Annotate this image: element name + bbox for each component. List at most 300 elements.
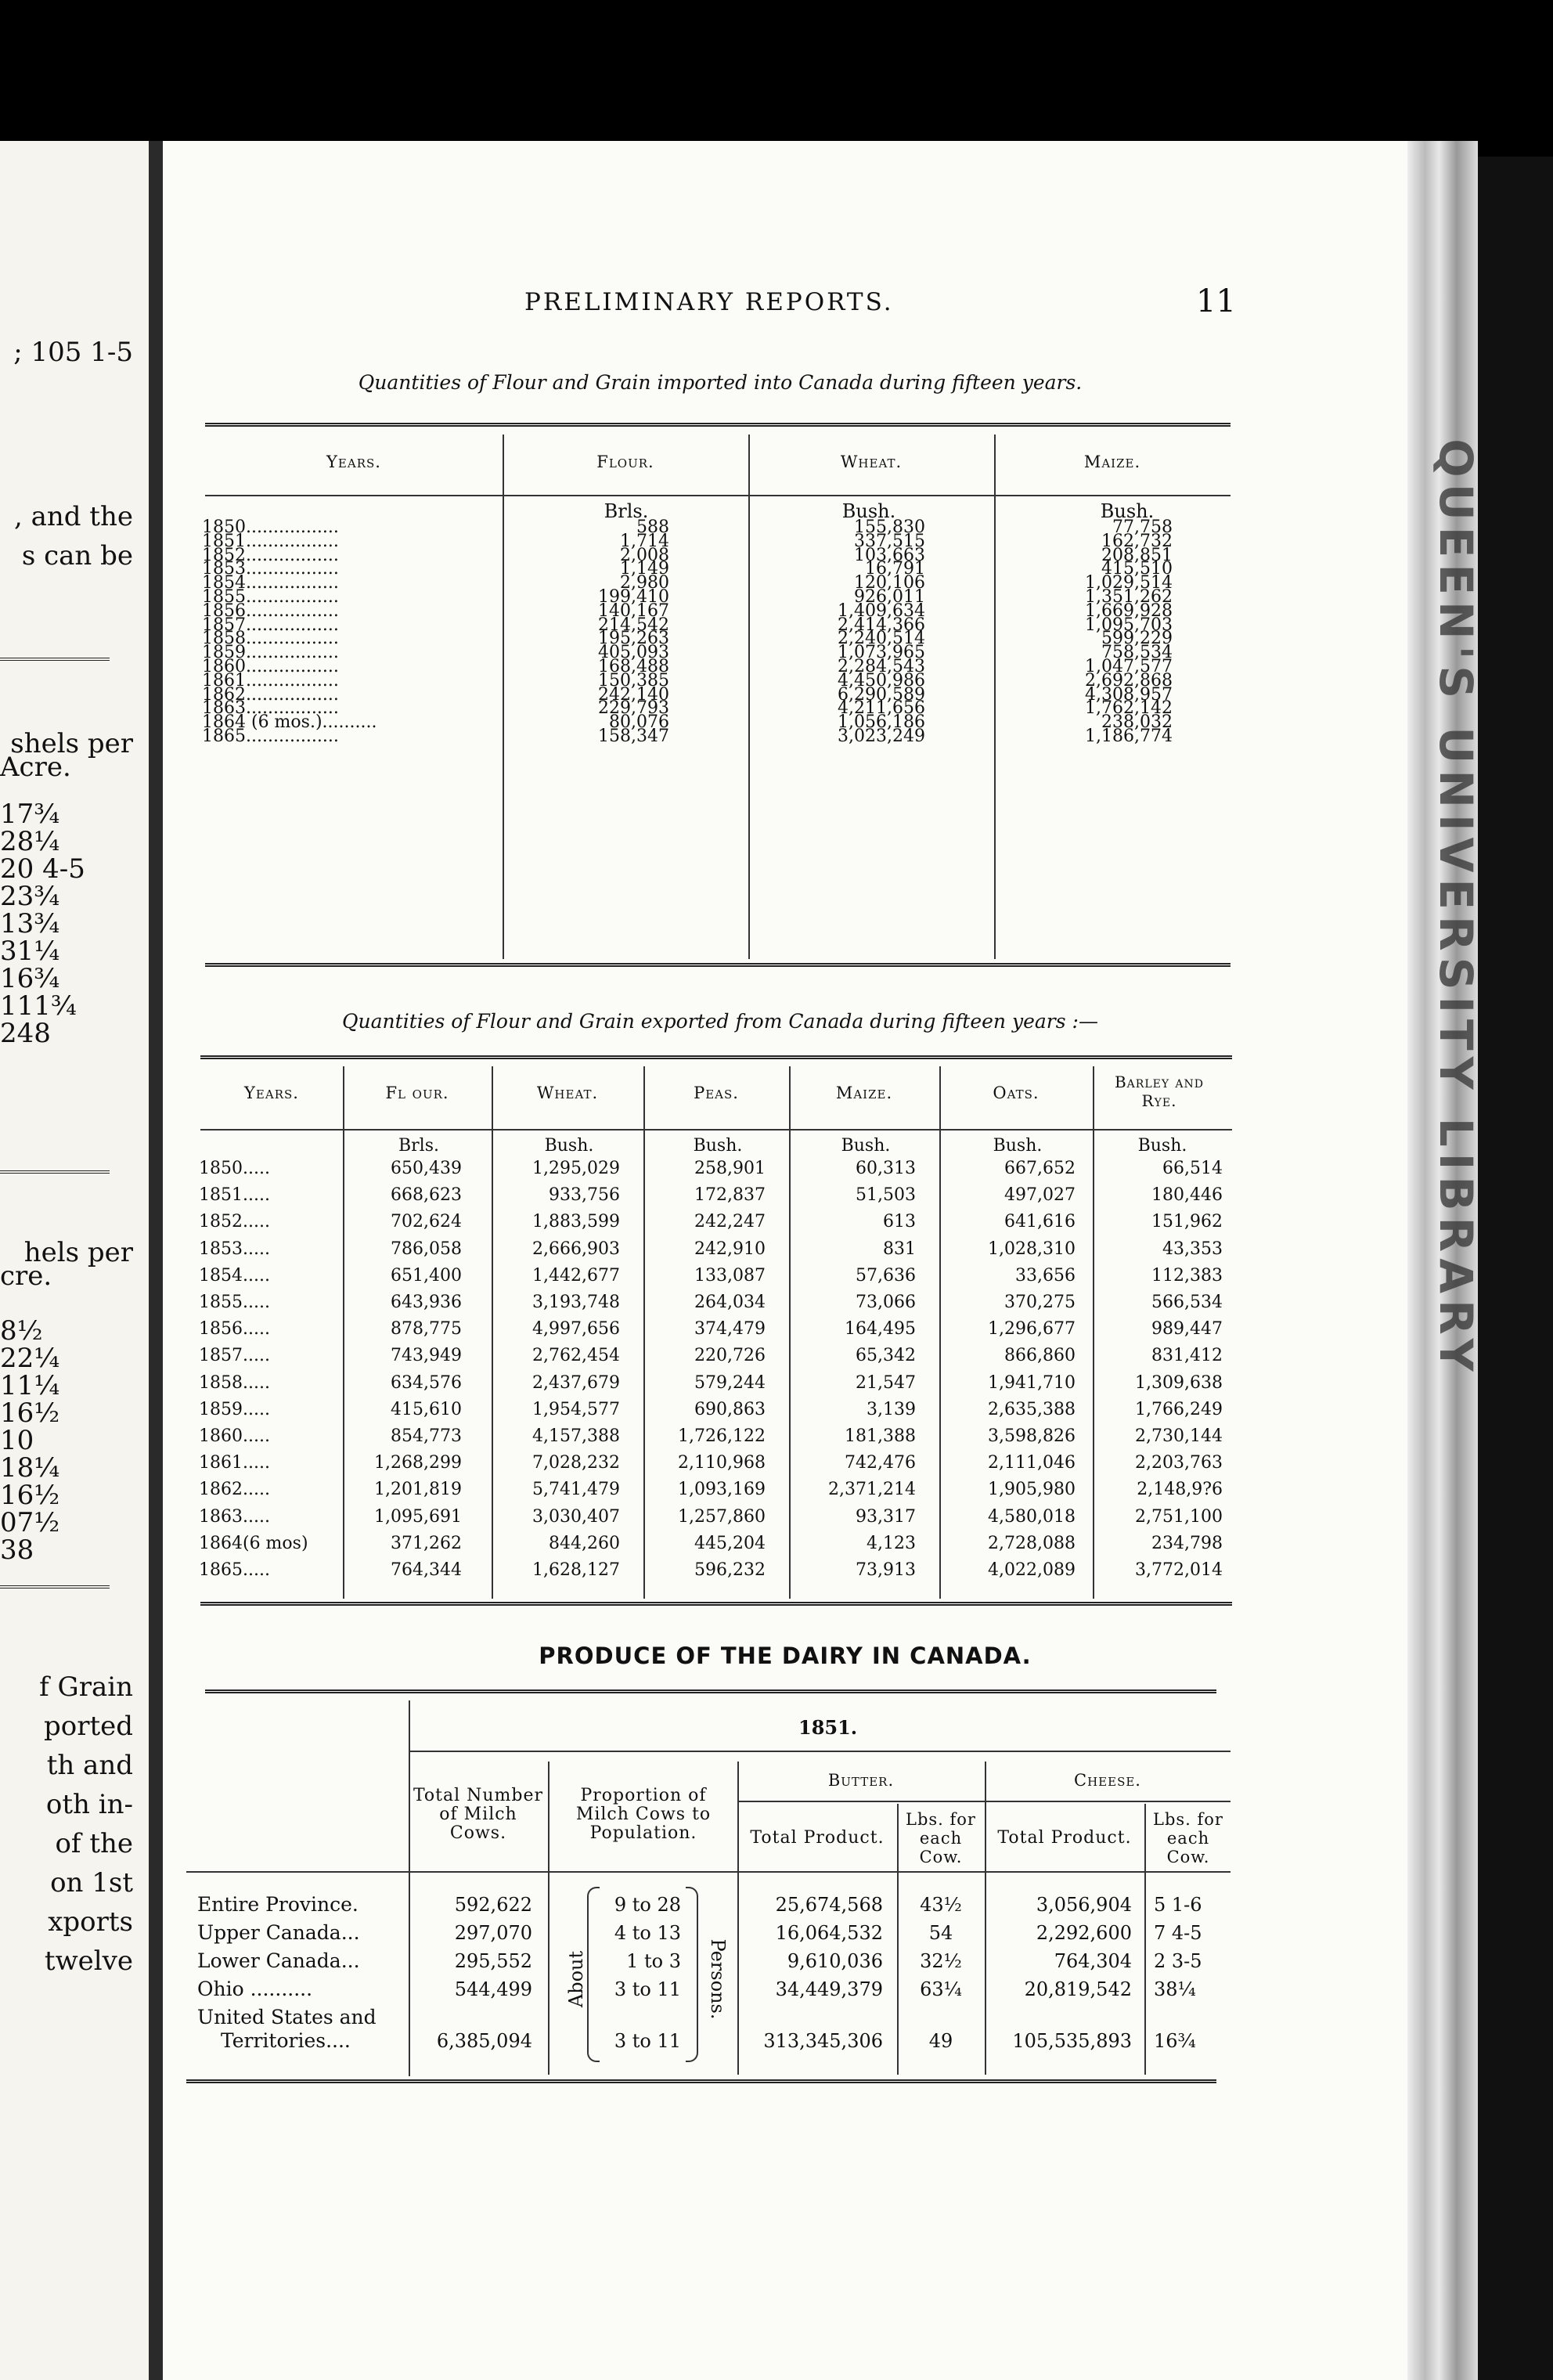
imports-bottom-rule — [205, 963, 1231, 967]
exports-maize: 181,388 — [845, 1426, 916, 1446]
imports-unit-maize: Bush. — [1100, 500, 1155, 522]
dairy-butter-each: 49 — [928, 2030, 953, 2052]
exports-flour: 702,624 — [391, 1212, 462, 1232]
exports-peas: 1,257,860 — [678, 1506, 766, 1527]
imports-col-divider — [503, 435, 504, 959]
dairy-proportion: 3 to 11 — [614, 1978, 681, 2000]
exports-year-label: 1852 — [199, 1212, 243, 1232]
imports-header-flour: Flour. — [596, 453, 654, 471]
exports-wheat: 3,193,748 — [532, 1293, 620, 1312]
dot-leader: ................. — [246, 517, 339, 537]
exports-wheat: 7,028,232 — [532, 1453, 620, 1473]
dairy-cheese-total: 764,304 — [1054, 1950, 1132, 1972]
previous-page-line: 248 — [0, 1018, 51, 1049]
dairy-butter-total: 313,345,306 — [763, 2030, 883, 2052]
exports-flour: 878,775 — [391, 1319, 462, 1340]
imports-maize: 1,762,142 — [1085, 698, 1173, 719]
imports-flour: 150,385 — [598, 670, 669, 691]
dairy-col-divider — [1144, 1804, 1146, 2075]
dairy-butter-each: 54 — [928, 1922, 953, 1944]
exports-flour: 643,936 — [391, 1293, 462, 1312]
imports-wheat: 4,450,986 — [838, 670, 925, 691]
imports-wheat: 120,106 — [854, 573, 925, 593]
exports-year-label: 1863 — [199, 1506, 243, 1527]
previous-page-line: shels per — [10, 728, 133, 759]
dairy-cheese-total: 105,535,893 — [1012, 2030, 1132, 2052]
dairy-proportion: 1 to 3 — [626, 1950, 681, 1972]
exports-top-rule — [200, 1055, 1232, 1059]
imports-maize: 599,229 — [1101, 629, 1173, 649]
exports-maize: 742,476 — [845, 1453, 916, 1473]
imports-flour: 214,542 — [598, 615, 669, 635]
dot-leader: ..... — [243, 1265, 270, 1286]
previous-page-line: 10 — [0, 1425, 34, 1456]
exports-oats: 370,275 — [1004, 1293, 1076, 1312]
dairy-header-proportion: Proportion of Milch Cows to Population. — [575, 1786, 712, 1843]
dairy-header-cheese-total: Total Product. — [997, 1828, 1132, 1848]
exports-barley-rye: 234,798 — [1151, 1533, 1223, 1553]
exports-year-label: 1865 — [199, 1560, 243, 1580]
exports-flour: 371,262 — [391, 1533, 462, 1553]
imports-year-label: 1854 — [202, 573, 246, 593]
exports-peas: 242,247 — [694, 1212, 766, 1232]
previous-page-line: 18¼ — [0, 1452, 60, 1484]
exports-maize: 65,342 — [856, 1346, 916, 1366]
previous-page-line: 20 4-5 — [0, 853, 85, 885]
exports-year — [199, 1289, 270, 1316]
imports-wheat: 926,011 — [854, 587, 925, 607]
exports-maize: 73,913 — [856, 1560, 916, 1580]
exports-oats: 4,022,089 — [988, 1560, 1076, 1580]
dairy-header-cheese-each: Lbs. for each Cow. — [1153, 1810, 1223, 1866]
dairy-region: Upper Canada... — [197, 1921, 360, 1944]
dot-leader: .......... — [322, 712, 377, 733]
previous-page-line: 07½ — [0, 1507, 60, 1538]
imports-wheat: 2,240,514 — [838, 629, 925, 649]
imports-wheat: 16,791 — [865, 559, 925, 579]
imports-flour: 229,793 — [598, 698, 669, 719]
dairy-cows: 297,070 — [454, 1922, 532, 1944]
exports-maize: 3,139 — [867, 1399, 916, 1419]
exports-wheat: 2,762,454 — [532, 1346, 620, 1366]
previous-page-line: of the — [55, 1828, 133, 1859]
dot-leader: ..... — [243, 1319, 270, 1340]
previous-page-line: twelve — [44, 1945, 133, 1977]
imports-maize: 208,851 — [1101, 545, 1173, 565]
previous-page-line: , and the — [13, 501, 133, 532]
exports-maize: 57,636 — [856, 1265, 916, 1286]
exports-peas: 1,093,169 — [678, 1480, 766, 1500]
exports-wheat: 844,260 — [549, 1533, 620, 1553]
exports-year — [199, 1209, 270, 1235]
imports-flour: 588 — [636, 517, 669, 537]
exports-year-label: 1857 — [199, 1346, 243, 1366]
exports-barley-rye: 1,309,638 — [1135, 1372, 1223, 1393]
previous-page-line: oth in- — [45, 1789, 133, 1820]
imports-wheat: 155,830 — [854, 517, 925, 537]
exports-year — [199, 1156, 270, 1182]
exports-wheat: 1,883,599 — [532, 1212, 620, 1232]
exports-unit: Brls. — [398, 1136, 439, 1156]
imports-maize: 238,032 — [1101, 712, 1173, 733]
imports-year-label: 1850 — [202, 517, 246, 537]
dairy-bottom-rule — [186, 2079, 1216, 2083]
dot-leader: ................. — [246, 727, 339, 746]
previous-page-rule — [0, 658, 110, 661]
imports-col-divider — [748, 435, 750, 959]
imports-wheat: 103,663 — [854, 545, 925, 565]
exports-peas: 172,837 — [694, 1185, 766, 1206]
imports-flour: 1,149 — [620, 559, 669, 579]
imports-maize: 162,732 — [1101, 531, 1173, 551]
previous-page-line: 38 — [0, 1534, 34, 1566]
imports-maize: 1,029,514 — [1085, 573, 1173, 593]
exports-flour: 854,773 — [391, 1426, 462, 1446]
exports-year-label: 1860 — [199, 1426, 243, 1446]
previous-page-line: 31¼ — [0, 936, 60, 967]
dairy-cheese-total: 2,292,600 — [1036, 1922, 1132, 1944]
exports-barley-rye: 566,534 — [1151, 1293, 1223, 1312]
imports-flour: 199,410 — [598, 587, 669, 607]
exports-wheat: 2,666,903 — [532, 1239, 620, 1259]
previous-page-line: 13¾ — [0, 908, 60, 939]
exports-barley-rye: 2,203,763 — [1135, 1453, 1223, 1473]
imports-year-label: 1859 — [202, 643, 246, 663]
exports-year-label: 1859 — [199, 1399, 243, 1419]
exports-peas: 264,034 — [694, 1293, 766, 1312]
exports-maize: 60,313 — [856, 1159, 916, 1178]
imports-top-rule — [205, 423, 1231, 427]
exports-oats: 1,296,677 — [988, 1319, 1076, 1340]
exports-flour: 1,095,691 — [374, 1506, 462, 1527]
previous-page-line: 16½ — [0, 1397, 60, 1429]
exports-flour: 786,058 — [391, 1239, 462, 1259]
imports-flour: 158,347 — [598, 727, 669, 746]
dairy-col-divider — [985, 1762, 986, 2075]
previous-page-line: ported — [43, 1711, 133, 1742]
exports-year — [199, 1397, 270, 1423]
exports-oats: 3,598,826 — [988, 1426, 1076, 1446]
dairy-cheese-total: 20,819,542 — [1024, 1978, 1132, 2000]
dairy-cows: 544,499 — [454, 1978, 532, 2000]
imports-maize: 1,669,928 — [1085, 600, 1173, 621]
dairy-year-rule — [409, 1751, 1231, 1752]
exports-wheat: 1,954,577 — [532, 1399, 620, 1419]
imports-unit-wheat: Bush. — [841, 500, 896, 522]
dairy-about-label: About — [565, 1950, 587, 2008]
exports-oats: 641,616 — [1004, 1212, 1076, 1232]
imports-year — [202, 729, 339, 745]
previous-page-line: 111¾ — [0, 990, 77, 1022]
dot-leader: ................. — [246, 657, 339, 676]
exports-oats: 2,111,046 — [988, 1453, 1076, 1473]
previous-page-line: f Grain — [39, 1671, 133, 1703]
imports-year-label: 1865 — [202, 727, 246, 746]
dairy-cheese-each: 16¾ — [1154, 2030, 1196, 2052]
dot-leader: ................. — [246, 670, 339, 691]
dairy-butter-total: 25,674,568 — [775, 1894, 883, 1916]
previous-page-line: 22¼ — [0, 1343, 60, 1374]
exports-wheat: 1,442,677 — [532, 1265, 620, 1286]
imports-year-label: 1853 — [202, 559, 246, 579]
exports-flour: 668,623 — [391, 1185, 462, 1206]
exports-wheat: 1,628,127 — [532, 1560, 620, 1580]
imports-year-label: 1858 — [202, 629, 246, 649]
exports-year-label: 1858 — [199, 1372, 243, 1393]
exports-maize: 21,547 — [856, 1372, 916, 1393]
imports-year-label: 1863 — [202, 698, 246, 719]
dot-leader: ..... — [243, 1239, 270, 1259]
previous-page-line: xports — [48, 1906, 133, 1938]
imports-flour: 168,488 — [598, 657, 669, 676]
exports-maize: 93,317 — [856, 1506, 916, 1527]
imports-wheat: 1,073,965 — [838, 643, 925, 663]
previous-page-line: 28¼ — [0, 826, 60, 857]
exports-barley-rye: 1,766,249 — [1135, 1399, 1223, 1419]
imports-wheat: 6,290,589 — [838, 684, 925, 705]
exports-barley-rye: 989,447 — [1151, 1319, 1223, 1340]
exports-barley-rye: 2,751,100 — [1135, 1506, 1223, 1527]
dairy-butter-each: 43½ — [920, 1894, 962, 1916]
imports-maize: 1,351,262 — [1085, 587, 1173, 607]
dairy-region: Lower Canada... — [197, 1949, 360, 1972]
dot-leader: ..... — [243, 1212, 270, 1232]
imports-flour: 1,714 — [620, 531, 669, 551]
exports-caption: Quantities of Flour and Grain exported from Canada during fifteen years :— — [342, 1010, 1098, 1033]
exports-wheat: 3,030,407 — [532, 1506, 620, 1527]
imports-year-label: 1860 — [202, 657, 246, 676]
imports-wheat: 4,211,656 — [838, 698, 925, 719]
exports-barley-rye: 831,412 — [1151, 1346, 1223, 1366]
book-gutter — [149, 141, 163, 2380]
exports-year — [199, 1423, 270, 1450]
dairy-year: 1851. — [798, 1716, 858, 1739]
imports-maize: 1,095,703 — [1085, 615, 1173, 635]
exports-header-wheat: Wheat. — [536, 1084, 599, 1102]
exports-year — [199, 1504, 270, 1531]
exports-flour: 651,400 — [391, 1265, 462, 1286]
exports-year-label: 1851 — [199, 1185, 243, 1206]
exports-year-label: 1853 — [199, 1239, 243, 1259]
exports-maize: 73,066 — [856, 1293, 916, 1312]
dot-leader: ................. — [246, 545, 339, 565]
imports-year-label: 1864 (6 mos.) — [202, 712, 322, 733]
imports-flour: 2,980 — [620, 573, 669, 593]
imports-flour: 195,263 — [598, 629, 669, 649]
exports-barley-rye: 2,148,9?6 — [1137, 1480, 1223, 1500]
exports-maize: 2,371,214 — [828, 1480, 916, 1500]
imports-maize: 415,510 — [1101, 559, 1173, 579]
imports-maize: 1,047,577 — [1085, 657, 1173, 676]
imports-wheat: 1,409,634 — [838, 600, 925, 621]
dairy-header-butter-total: Total Product. — [750, 1828, 885, 1848]
exports-oats: 33,656 — [1015, 1265, 1076, 1286]
previous-page-line: th and — [46, 1750, 133, 1781]
exports-flour: 1,268,299 — [374, 1453, 462, 1473]
exports-wheat: 4,997,656 — [532, 1319, 620, 1340]
dot-leader: ..... — [243, 1480, 270, 1500]
dairy-cheese-each: 2 3-5 — [1154, 1950, 1202, 1972]
previous-page-line: 17¾ — [0, 799, 60, 830]
exports-year-label: 1864(6 mos) — [199, 1533, 308, 1553]
dairy-header-butter: Butter. — [827, 1771, 895, 1790]
previous-page-line: 16½ — [0, 1480, 60, 1511]
exports-peas: 445,204 — [694, 1533, 766, 1553]
dairy-butter-total: 34,449,379 — [775, 1978, 883, 2000]
exports-year-label: 1861 — [199, 1453, 243, 1473]
imports-header-rule — [205, 495, 1231, 496]
dairy-col-divider — [548, 1762, 549, 2075]
exports-peas: 690,863 — [694, 1399, 766, 1419]
exports-wheat: 4,157,388 — [532, 1426, 620, 1446]
exports-maize: 164,495 — [845, 1319, 916, 1340]
dot-leader: ..... — [243, 1453, 270, 1473]
exports-flour: 743,949 — [391, 1346, 462, 1366]
dairy-subheader-rule — [737, 1801, 1231, 1802]
exports-peas: 133,087 — [694, 1265, 766, 1286]
exports-header-barley-rye: Barley and Rye. — [1114, 1073, 1205, 1110]
dot-leader: ................. — [246, 615, 339, 635]
dairy-butter-total: 16,064,532 — [775, 1922, 883, 1944]
exports-unit: Bush. — [993, 1136, 1043, 1156]
imports-flour: 405,093 — [598, 643, 669, 663]
exports-year-label: 1855 — [199, 1293, 243, 1312]
exports-year — [199, 1343, 270, 1369]
exports-header-rule — [200, 1129, 1232, 1130]
dairy-region: Ohio .......... — [197, 1978, 313, 2000]
exports-oats: 1,905,980 — [988, 1480, 1076, 1500]
exports-peas: 2,110,968 — [678, 1453, 766, 1473]
exports-year — [199, 1182, 270, 1209]
previous-page-line: on 1st — [50, 1867, 133, 1899]
imports-maize: 758,534 — [1101, 643, 1173, 663]
dot-leader: ................. — [246, 629, 339, 649]
exports-peas: 242,910 — [694, 1239, 766, 1259]
exports-maize: 51,503 — [856, 1185, 916, 1206]
exports-flour: 1,201,819 — [374, 1480, 462, 1500]
exports-year — [199, 1236, 270, 1263]
imports-header-wheat: Wheat. — [840, 453, 903, 471]
exports-peas: 258,901 — [694, 1159, 766, 1178]
imports-flour: 140,167 — [598, 600, 669, 621]
exports-year-label: 1856 — [199, 1319, 243, 1340]
exports-oats: 667,652 — [1004, 1159, 1076, 1178]
exports-header-peas: Peas. — [694, 1084, 739, 1102]
library-stamp-text: QUEEN'S UNIVERSITY LIBRARY — [1429, 438, 1483, 1378]
previous-page-rule — [0, 1170, 110, 1174]
exports-unit: Bush. — [1137, 1136, 1187, 1156]
exports-peas: 220,726 — [694, 1346, 766, 1366]
imports-year-label: 1861 — [202, 670, 246, 691]
dairy-butter-each: 63¼ — [920, 1978, 962, 2000]
dot-leader: ................. — [246, 684, 339, 705]
dot-leader: ................. — [246, 573, 339, 593]
imports-header-maize: Maize. — [1083, 453, 1141, 471]
imports-wheat: 2,284,543 — [838, 657, 925, 676]
exports-barley-rye: 2,730,144 — [1135, 1426, 1223, 1446]
dairy-proportion: 9 to 28 — [614, 1894, 681, 1916]
imports-year-label: 1855 — [202, 587, 246, 607]
dairy-col-divider — [737, 1762, 739, 2075]
exports-bottom-rule — [200, 1602, 1232, 1606]
imports-flour: 242,140 — [598, 684, 669, 705]
exports-maize: 613 — [883, 1212, 916, 1232]
previous-page-line: hels per — [23, 1237, 133, 1268]
exports-oats: 1,941,710 — [988, 1372, 1076, 1393]
dairy-region: Territories.... — [221, 2029, 351, 2052]
exports-barley-rye: 151,962 — [1151, 1212, 1223, 1232]
exports-year — [199, 1316, 270, 1343]
dairy-cheese-each: 38¼ — [1154, 1978, 1196, 2000]
exports-unit: Bush. — [693, 1136, 743, 1156]
imports-header-years: Years. — [326, 453, 381, 471]
exports-unit: Bush. — [544, 1136, 594, 1156]
dot-leader: ................. — [246, 559, 339, 579]
exports-year — [199, 1450, 270, 1477]
exports-oats: 2,728,088 — [988, 1533, 1076, 1553]
dot-leader: ..... — [243, 1426, 270, 1446]
exports-oats: 4,580,018 — [988, 1506, 1076, 1527]
previous-page-rule — [0, 1585, 110, 1588]
imports-year-label: 1862 — [202, 684, 246, 705]
dairy-butter-each: 32½ — [920, 1950, 962, 1972]
dot-leader: ..... — [243, 1506, 270, 1527]
dairy-header-cheese: Cheese. — [1074, 1771, 1141, 1790]
dairy-region: United States and — [197, 2006, 377, 2028]
exports-year-label: 1854 — [199, 1265, 243, 1286]
imports-maize: 4,308,957 — [1085, 684, 1173, 705]
dairy-cheese-each: 5 1-6 — [1154, 1894, 1202, 1916]
dot-leader: ................. — [246, 600, 339, 621]
exports-header-years: Years. — [244, 1084, 299, 1102]
imports-maize: 2,692,868 — [1085, 670, 1173, 691]
exports-year — [199, 1370, 270, 1397]
imports-year-label: 1856 — [202, 600, 246, 621]
proportion-right-brace — [686, 1887, 698, 2062]
exports-barley-rye: 66,514 — [1162, 1159, 1223, 1178]
dot-leader: ..... — [243, 1399, 270, 1419]
exports-barley-rye: 3,772,014 — [1135, 1560, 1223, 1580]
dairy-stub-divider — [409, 1700, 410, 2076]
page-number: 11 — [1196, 283, 1236, 319]
exports-barley-rye: 180,446 — [1151, 1185, 1223, 1206]
exports-header-flour: Fl our. — [385, 1084, 449, 1102]
dot-leader: ................. — [246, 643, 339, 663]
dot-leader: ................. — [246, 698, 339, 719]
previous-page-line: Acre. — [0, 752, 71, 783]
dairy-title: PRODUCE OF THE DAIRY IN CANADA. — [539, 1643, 1032, 1669]
exports-flour: 634,576 — [391, 1372, 462, 1393]
imports-col-divider — [994, 435, 996, 959]
dairy-proportion: 3 to 11 — [614, 2030, 681, 2052]
dairy-cows: 592,622 — [454, 1894, 532, 1916]
running-head: PRELIMINARY REPORTS. — [524, 288, 894, 316]
imports-wheat: 1,056,186 — [838, 712, 925, 733]
imports-maize: 77,758 — [1112, 517, 1173, 537]
dot-leader: ..... — [243, 1560, 270, 1580]
dot-leader: ..... — [243, 1159, 270, 1178]
exports-flour: 650,439 — [391, 1159, 462, 1178]
imports-year-label: 1857 — [202, 615, 246, 635]
imports-flour: 80,076 — [609, 712, 669, 733]
exports-wheat: 5,741,479 — [532, 1480, 620, 1500]
exports-year-label: 1862 — [199, 1480, 243, 1500]
previous-page-line: cre. — [0, 1260, 52, 1292]
exports-barley-rye: 112,383 — [1151, 1265, 1223, 1286]
imports-year-label: 1852 — [202, 545, 246, 565]
previous-page-line: 16¾ — [0, 963, 60, 994]
dot-leader: ..... — [243, 1185, 270, 1206]
